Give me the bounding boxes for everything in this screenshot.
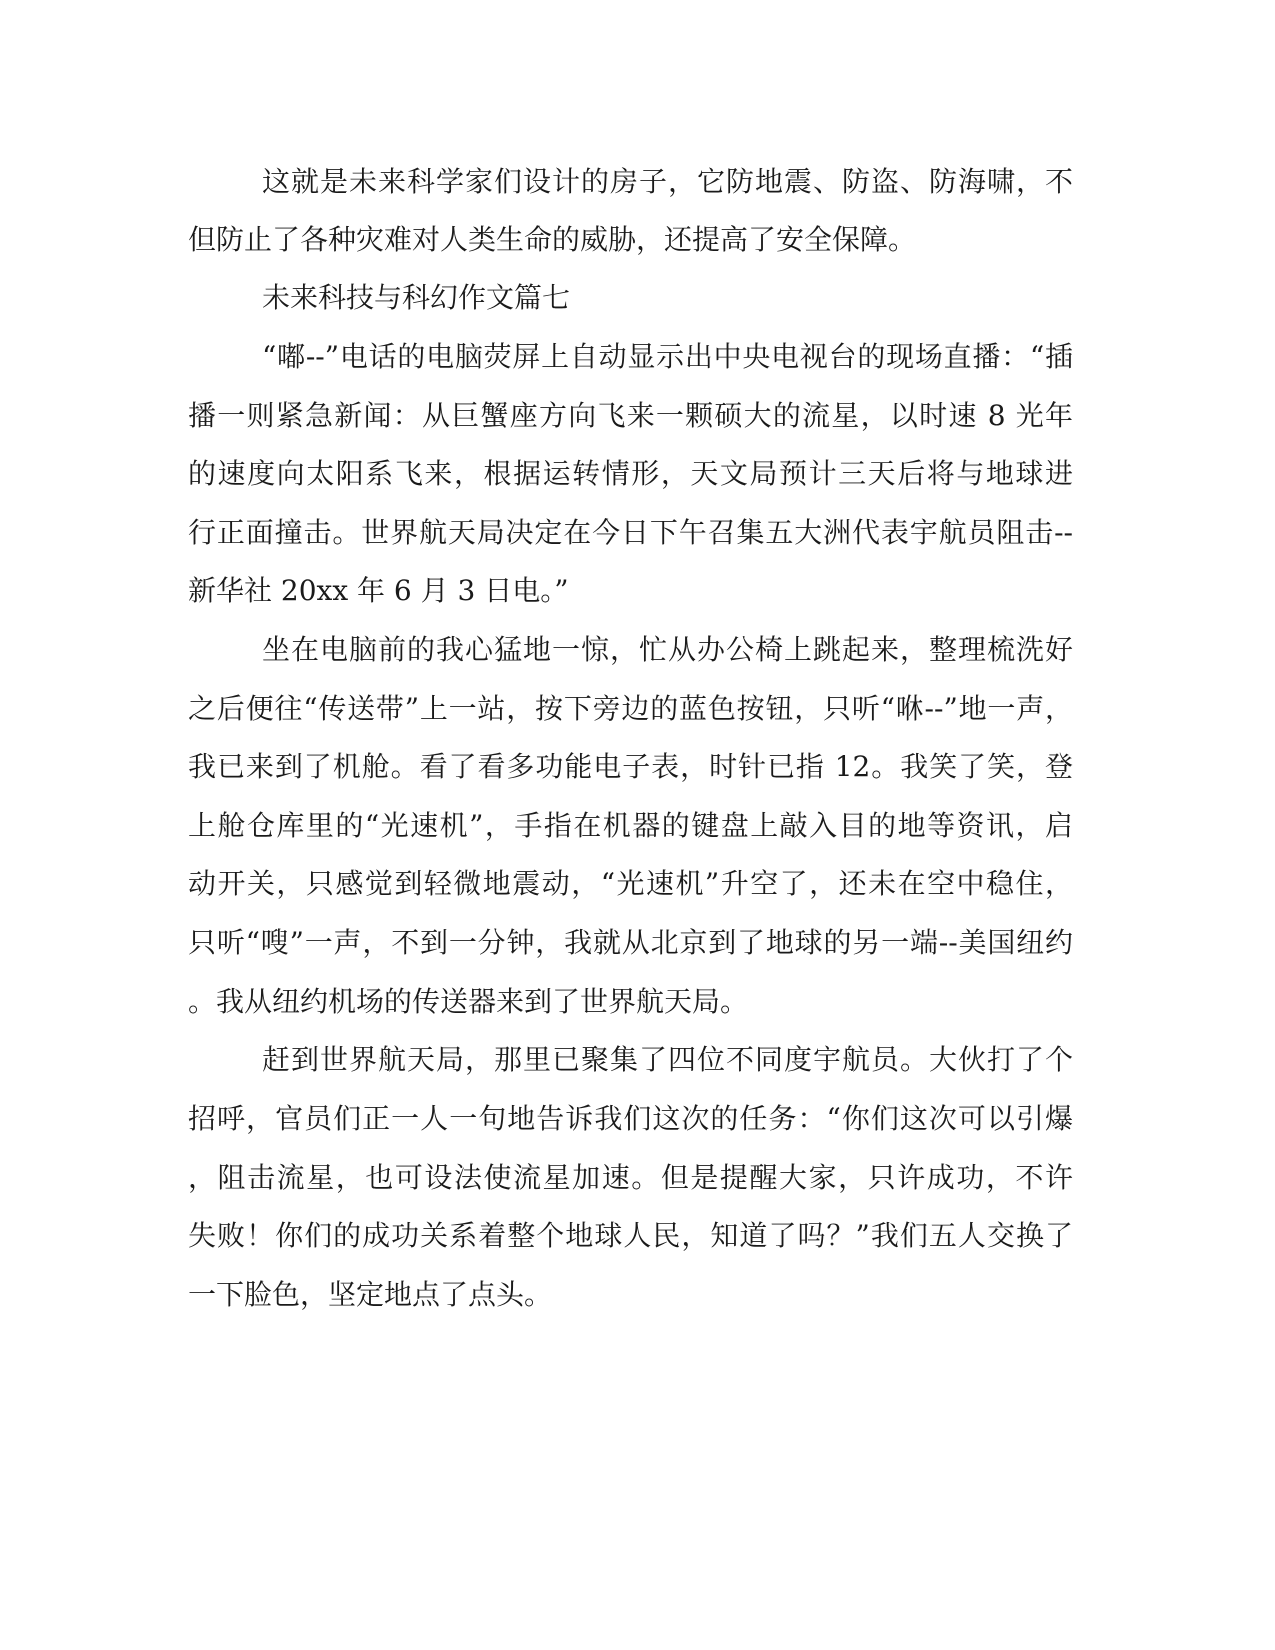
text-line: 这就是未来科学家们设计的房子，它防地震、防盗、防海啸，不 xyxy=(262,165,1073,198)
text-line: 上舱仓库里的“光速机”，手指在机器的键盘上敲入目的地等资讯，启 xyxy=(188,809,1073,842)
text-line: 播一则紧急新闻：从巨蟹座方向飞来一颗硕大的流星，以时速 8 光年 xyxy=(188,399,1073,432)
text-line: 。我从纽约机场的传送器来到了世界航天局。 xyxy=(188,985,749,1018)
text-line: 失败！你们的成功关系着整个地球人民，知道了吗？”我们五人交换了 xyxy=(188,1219,1073,1252)
text-line: 行正面撞击。世界航天局决定在今日下午召集五大洲代表宇航员阻击-- xyxy=(188,516,1073,549)
text-line: 招呼，官员们正一人一句地告诉我们这次的任务：“你们这次可以引爆 xyxy=(188,1102,1073,1135)
text-line: 新华社 20xx 年 6 月 3 日电。” xyxy=(188,574,569,607)
text-line: 赶到世界航天局，那里已聚集了四位不同度宇航员。大伙打了个 xyxy=(262,1043,1073,1076)
text-line: 只听“嗖”一声，不到一分钟，我就从北京到了地球的另一端--美国纽约 xyxy=(188,926,1073,959)
text-line: 之后便往“传送带”上一站，按下旁边的蓝色按钮，只听“咻--”地一声， xyxy=(188,692,1073,725)
text-line: 动开关，只感觉到轻微地震动，“光速机”升空了，还未在空中稳住， xyxy=(188,867,1073,900)
text-line: “嘟--”电话的电脑荧屏上自动显示出中央电视台的现场直播：“插 xyxy=(262,340,1073,373)
text-line: 的速度向太阳系飞来，根据运转情形，天文局预计三天后将与地球进 xyxy=(188,457,1073,490)
text-line: ，阻击流星，也可设法使流星加速。但是提醒大家，只许成功，不许 xyxy=(188,1161,1073,1194)
text-line: 坐在电脑前的我心猛地一惊，忙从办公椅上跳起来，整理梳洗好 xyxy=(262,633,1073,666)
text-line: 我已来到了机舱。看了看多功能电子表，时针已指 12。我笑了笑，登 xyxy=(188,750,1073,783)
text-line: 但防止了各种灾难对人类生命的威胁，还提高了安全保障。 xyxy=(188,223,917,256)
text-line: 一下脸色，坚定地点了点头。 xyxy=(188,1278,553,1311)
section-heading: 未来科技与科幻作文篇七 xyxy=(262,281,571,314)
